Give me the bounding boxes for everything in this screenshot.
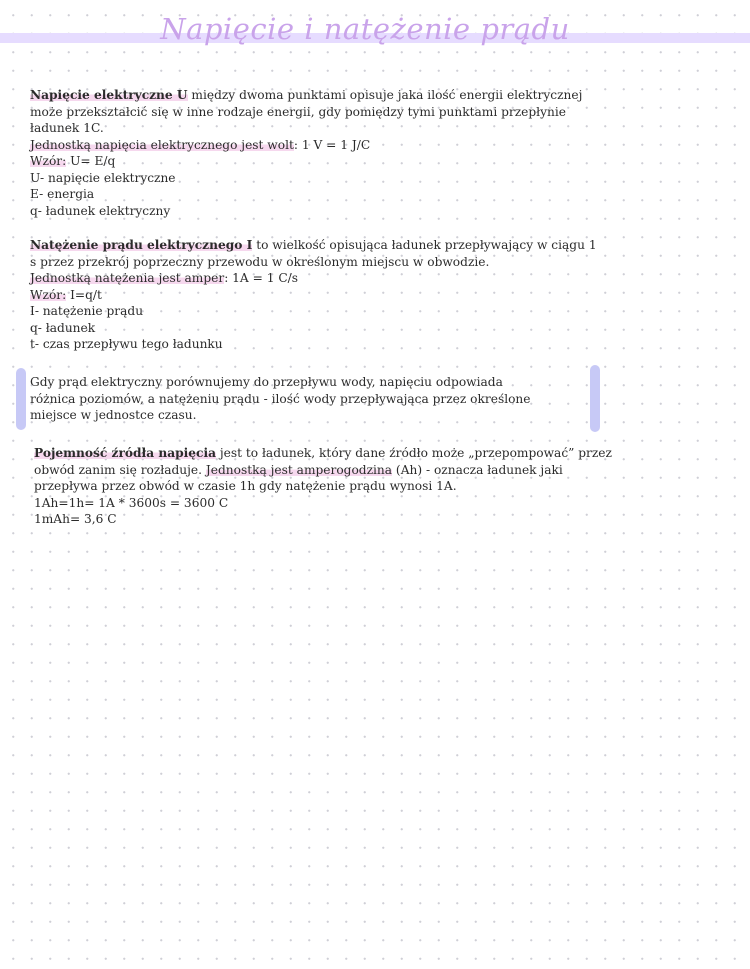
capacity-equation: 1Ah=1h= 1A * 3600s = 3600 C (34, 495, 229, 510)
current-term: Natężenie prądu elektrycznego I (30, 238, 253, 252)
current-formula-label: Wzór: (30, 287, 67, 302)
analogy-line: Gdy prąd elektryczny porównujemy do przepływu wody, napięciu odpowiada (30, 375, 503, 389)
voltage-definition-text: między dwoma punktami opisuje jaka ilość energii elektrycznej (187, 88, 583, 102)
voltage-legend-item: q- ładunek elektryczny (30, 203, 171, 218)
voltage-legend-item: U- napięcie elektryczne (30, 170, 176, 185)
page-title: Napięcie i natężenie prądu (160, 12, 570, 46)
voltage-formula: U= E/q (66, 154, 116, 168)
capacity-definition-line-2 (34, 462, 612, 479)
current-unit-line (30, 270, 597, 287)
voltage-unit-value: : 1 V = 1 J/C (293, 137, 371, 152)
voltage-unit-line (30, 137, 582, 154)
voltage-definition-line-2: może przekształcić się w inne rodzaje energii, gdy pomiędzy tymi punktami przepłynie (30, 104, 566, 119)
voltage-unit-highlight: Jednostką napięcia elektrycznego jest wolt (30, 137, 294, 152)
analogy-line: miejsce w jednostce czasu. (30, 408, 197, 422)
callout-bar-right (590, 365, 600, 432)
capacity-definition-text: jest to ładunek, który dane źródło może „przepompować” przez (215, 446, 612, 460)
current-unit-value: : 1A = 1 C/s (224, 271, 299, 285)
analogy-line: różnica poziomów, a natężeniu prądu - ilość wody przepływająca przez określone (30, 391, 531, 406)
section-voltage (30, 87, 582, 219)
capacity-text-start: obwód zanim się rozładuje. (34, 462, 206, 477)
current-formula-line (30, 287, 597, 304)
section-capacity (34, 445, 612, 528)
capacity-definition-line-1 (34, 445, 612, 462)
voltage-formula-line (30, 153, 582, 170)
current-formula: I=q/t (66, 287, 102, 302)
capacity-term: Pojemność źródła napięcia (34, 446, 216, 460)
voltage-term: Napięcie elektryczne U (30, 88, 188, 102)
voltage-definition-line-3: ładunek 1C. (30, 121, 104, 135)
current-definition-line-2: s przez przekrój poprzeczny przewodu w określonym miejscu w obwodzie. (30, 254, 490, 269)
current-definition-line-1 (30, 237, 597, 254)
current-definition-text: to wielkość opisująca ładunek przepływający w ciągu 1 (252, 238, 597, 252)
voltage-formula-label: Wzór: (30, 154, 67, 168)
current-unit-highlight: Jednostką natężenia jest amper (30, 271, 225, 285)
current-legend-item: I- natężenie prądu (30, 304, 144, 318)
section-current (30, 237, 597, 353)
callout-bar-left (16, 368, 26, 430)
current-legend-item: t- czas przepływu tego ładunku (30, 337, 223, 351)
current-legend-item: q- ładunek (30, 320, 96, 335)
voltage-definition-line-1 (30, 87, 582, 104)
capacity-unit-highlight: Jednostką jest amperogodzina (205, 462, 393, 477)
capacity-definition-line-3: przepływa przez obwód w czasie 1h gdy natężenie prądu wynosi 1A. (34, 479, 457, 493)
voltage-legend-item: E- energia (30, 187, 95, 201)
capacity-unit-text: (Ah) - oznacza ładunek jaki (392, 462, 563, 477)
capacity-equation: 1mAh= 3,6 C (34, 512, 117, 526)
section-water-analogy (30, 374, 531, 424)
